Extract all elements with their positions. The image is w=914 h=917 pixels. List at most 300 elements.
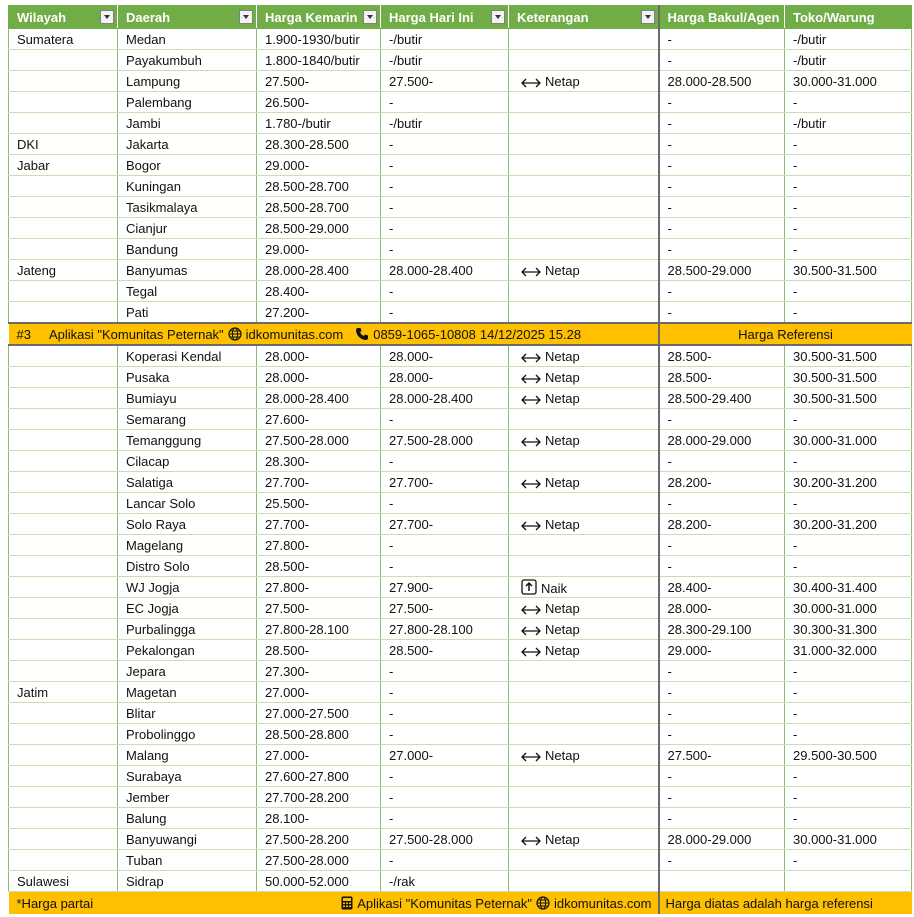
app-banner (9, 323, 659, 345)
cell-toko-warung: 30.000-31.000 (785, 598, 912, 619)
left-right-arrow-icon (521, 521, 541, 531)
cell-harga-kemarin: 27.500-28.000 (257, 430, 381, 451)
cell-wilayah: DKI (9, 134, 118, 155)
left-right-arrow-icon (521, 267, 541, 277)
cell-harga-hari-ini: 27.000- (381, 745, 509, 766)
cell-keterangan (509, 682, 659, 703)
cell-daerah: Salatiga (118, 472, 257, 493)
cell-harga-agen: - (659, 155, 785, 176)
cell-harga-hari-ini: - (381, 808, 509, 829)
cell-daerah: Tasikmalaya (118, 197, 257, 218)
table-row (9, 197, 912, 218)
cell-toko-warung: - (785, 682, 912, 703)
keterangan-label: Netap (545, 642, 580, 658)
cell-keterangan (509, 451, 659, 472)
cell-keterangan (509, 745, 659, 766)
cell-harga-agen: - (659, 176, 785, 197)
cell-keterangan (509, 871, 659, 892)
header-harga-agen: Harga Bakul/Agen (659, 6, 785, 29)
cell-harga-hari-ini: - (381, 787, 509, 808)
cell-daerah: Temanggung (118, 430, 257, 451)
table-row (9, 239, 912, 260)
cell-harga-agen: - (659, 535, 785, 556)
cell-daerah: Pekalongan (118, 640, 257, 661)
cell-daerah: Jepara (118, 661, 257, 682)
cell-wilayah (9, 745, 118, 766)
cell-keterangan (509, 113, 659, 134)
cell-daerah: Kuningan (118, 176, 257, 197)
table-row (9, 430, 912, 451)
cell-harga-agen: - (659, 218, 785, 239)
table-row (9, 598, 912, 619)
left-right-arrow-icon (521, 647, 541, 657)
cell-harga-hari-ini: - (381, 451, 509, 472)
table-row (9, 29, 912, 50)
cell-toko-warung: - (785, 703, 912, 724)
table-row (9, 472, 912, 493)
cell-wilayah (9, 92, 118, 113)
cell-keterangan (509, 829, 659, 850)
banner-phone[interactable]: 0859-1065-10808 (373, 326, 476, 342)
cell-harga-agen: - (659, 113, 785, 134)
table-row (9, 451, 912, 472)
cell-keterangan (509, 766, 659, 787)
cell-keterangan (509, 556, 659, 577)
cell-toko-warung: 31.000-32.000 (785, 640, 912, 661)
table-row (9, 176, 912, 197)
cell-harga-kemarin: 1.900-1930/butir (257, 29, 381, 50)
cell-toko-warung: - (785, 556, 912, 577)
cell-daerah: Bumiayu (118, 388, 257, 409)
cell-keterangan (509, 134, 659, 155)
footer-reference-note: Harga diatas adalah harga referensi (659, 892, 912, 915)
cell-wilayah (9, 766, 118, 787)
cell-harga-agen: - (659, 703, 785, 724)
globe-icon (536, 896, 550, 910)
cell-keterangan (509, 92, 659, 113)
cell-wilayah: Sumatera (9, 29, 118, 50)
footer-website[interactable]: idkomunitas.com (553, 895, 652, 911)
cell-harga-agen: 27.500- (659, 745, 785, 766)
cell-harga-hari-ini: - (381, 155, 509, 176)
cell-harga-kemarin: 29.000- (257, 155, 381, 176)
table-row (9, 703, 912, 724)
cell-harga-hari-ini: - (381, 766, 509, 787)
cell-harga-kemarin: 28.000-28.400 (257, 260, 381, 281)
cell-harga-hari-ini: -/butir (381, 113, 509, 134)
cell-keterangan (509, 640, 659, 661)
table-row (9, 808, 912, 829)
table-row (9, 556, 912, 577)
cell-wilayah (9, 367, 118, 388)
egg-price-table (8, 5, 912, 914)
keterangan-label: Netap (545, 831, 580, 847)
cell-wilayah (9, 514, 118, 535)
cell-keterangan (509, 430, 659, 451)
cell-keterangan (509, 197, 659, 218)
cell-daerah: Balung (118, 808, 257, 829)
table-row (9, 388, 912, 409)
banner-app-name: Aplikasi "Komunitas Peternak" (48, 326, 224, 342)
cell-harga-kemarin: 28.500-29.000 (257, 218, 381, 239)
cell-harga-kemarin: 28.500-28.700 (257, 176, 381, 197)
cell-toko-warung: - (785, 766, 912, 787)
cell-wilayah (9, 239, 118, 260)
cell-harga-kemarin: 27.700- (257, 514, 381, 535)
table-row (9, 345, 912, 367)
left-right-arrow-icon (521, 78, 541, 88)
keterangan-label: Netap (545, 747, 580, 763)
table-row (9, 302, 912, 324)
cell-wilayah (9, 640, 118, 661)
up-arrow-box-icon (521, 579, 537, 595)
keterangan-label: Netap (545, 516, 580, 532)
cell-keterangan (509, 808, 659, 829)
cell-harga-kemarin: 28.500-28.800 (257, 724, 381, 745)
cell-keterangan (509, 661, 659, 682)
left-right-arrow-icon (521, 479, 541, 489)
cell-harga-agen: 28.400- (659, 577, 785, 598)
cell-toko-warung: - (785, 218, 912, 239)
keterangan-label: Netap (545, 390, 580, 406)
cell-harga-kemarin: 28.500- (257, 640, 381, 661)
filter-dropdown-harga-kemarin[interactable] (363, 10, 377, 24)
cell-harga-agen: - (659, 787, 785, 808)
cell-keterangan (509, 50, 659, 71)
table-row (9, 766, 912, 787)
table-row (9, 724, 912, 745)
cell-harga-hari-ini: 27.500-28.000 (381, 829, 509, 850)
globe-icon (228, 327, 242, 341)
cell-harga-hari-ini: 28.000-28.400 (381, 260, 509, 281)
cell-harga-agen: - (659, 766, 785, 787)
cell-harga-kemarin: 27.500-28.200 (257, 829, 381, 850)
cell-daerah: Bogor (118, 155, 257, 176)
cell-harga-hari-ini: -/butir (381, 29, 509, 50)
keterangan-label: Netap (545, 600, 580, 616)
cell-harga-agen: 29.000- (659, 640, 785, 661)
cell-wilayah (9, 345, 118, 367)
cell-wilayah (9, 598, 118, 619)
cell-harga-hari-ini: - (381, 197, 509, 218)
left-right-arrow-icon (521, 395, 541, 405)
cell-harga-kemarin: 50.000-52.000 (257, 871, 381, 892)
cell-toko-warung: - (785, 281, 912, 302)
cell-daerah: Koperasi Kendal (118, 345, 257, 367)
cell-toko-warung: - (785, 724, 912, 745)
cell-harga-kemarin: 27.000- (257, 745, 381, 766)
footer-app (257, 892, 659, 915)
cell-harga-agen: 28.200- (659, 514, 785, 535)
cell-harga-hari-ini: - (381, 703, 509, 724)
cell-keterangan (509, 598, 659, 619)
footer-note: *Harga partai (9, 892, 257, 915)
cell-harga-hari-ini: 27.800-28.100 (381, 619, 509, 640)
cell-harga-kemarin: 27.000- (257, 682, 381, 703)
cell-wilayah (9, 472, 118, 493)
cell-toko-warung: - (785, 176, 912, 197)
cell-keterangan (509, 409, 659, 430)
cell-wilayah (9, 430, 118, 451)
cell-wilayah (9, 388, 118, 409)
cell-harga-kemarin: 29.000- (257, 239, 381, 260)
cell-wilayah (9, 218, 118, 239)
cell-harga-agen: - (659, 92, 785, 113)
cell-keterangan (509, 155, 659, 176)
cell-harga-kemarin: 27.200- (257, 302, 381, 324)
cell-harga-kemarin: 27.500- (257, 598, 381, 619)
table-row (9, 619, 912, 640)
table-row (9, 850, 912, 871)
cell-harga-agen: - (659, 409, 785, 430)
cell-harga-kemarin: 28.000-28.400 (257, 388, 381, 409)
table-row (9, 787, 912, 808)
cell-wilayah (9, 556, 118, 577)
cell-daerah: Jember (118, 787, 257, 808)
cell-harga-kemarin: 27.600- (257, 409, 381, 430)
header-toko-warung: Toko/Warung (785, 6, 912, 29)
cell-daerah: Solo Raya (118, 514, 257, 535)
cell-harga-agen: 28.200- (659, 472, 785, 493)
cell-harga-hari-ini: 27.700- (381, 472, 509, 493)
cell-harga-hari-ini: -/rak (381, 871, 509, 892)
cell-wilayah: Jatim (9, 682, 118, 703)
cell-daerah: EC Jogja (118, 598, 257, 619)
cell-daerah: Lancar Solo (118, 493, 257, 514)
reference-price-label: Harga Referensi (659, 323, 912, 345)
cell-toko-warung: 30.500-31.500 (785, 260, 912, 281)
cell-harga-hari-ini: - (381, 493, 509, 514)
cell-daerah: Jambi (118, 113, 257, 134)
cell-harga-hari-ini: - (381, 682, 509, 703)
cell-harga-hari-ini: - (381, 556, 509, 577)
keterangan-label: Naik (541, 580, 568, 596)
cell-harga-agen: - (659, 50, 785, 71)
phone-icon (355, 327, 369, 341)
cell-daerah: Tuban (118, 850, 257, 871)
cell-toko-warung: - (785, 134, 912, 155)
cell-harga-hari-ini: - (381, 281, 509, 302)
cell-harga-agen: 28.500- (659, 367, 785, 388)
cell-wilayah (9, 197, 118, 218)
cell-daerah: Medan (118, 29, 257, 50)
cell-harga-agen: - (659, 281, 785, 302)
cell-harga-hari-ini: - (381, 302, 509, 324)
cell-wilayah: Sulawesi (9, 871, 118, 892)
cell-wilayah (9, 787, 118, 808)
cell-daerah: Pati (118, 302, 257, 324)
cell-daerah: Distro Solo (118, 556, 257, 577)
cell-harga-kemarin: 1.780-/butir (257, 113, 381, 134)
cell-harga-hari-ini: 27.900- (381, 577, 509, 598)
cell-harga-agen: - (659, 493, 785, 514)
cell-daerah: Cianjur (118, 218, 257, 239)
cell-toko-warung: -/butir (785, 113, 912, 134)
cell-keterangan (509, 218, 659, 239)
cell-keterangan (509, 281, 659, 302)
filter-dropdown-wilayah[interactable] (100, 10, 114, 24)
cell-harga-hari-ini: - (381, 176, 509, 197)
table-row (9, 50, 912, 71)
cell-daerah: Sidrap (118, 871, 257, 892)
cell-toko-warung: - (785, 155, 912, 176)
table-row (9, 409, 912, 430)
cell-daerah: Blitar (118, 703, 257, 724)
cell-wilayah (9, 451, 118, 472)
cell-keterangan (509, 29, 659, 50)
cell-harga-kemarin: 27.800- (257, 535, 381, 556)
cell-wilayah (9, 50, 118, 71)
calculator-icon (341, 896, 353, 910)
cell-harga-agen: - (659, 850, 785, 871)
cell-toko-warung: -/butir (785, 29, 912, 50)
cell-toko-warung (785, 871, 912, 892)
cell-wilayah (9, 409, 118, 430)
cell-daerah: Bandung (118, 239, 257, 260)
cell-harga-hari-ini: -/butir (381, 50, 509, 71)
cell-harga-kemarin: 27.300- (257, 661, 381, 682)
cell-keterangan (509, 176, 659, 197)
cell-keterangan (509, 260, 659, 281)
cell-keterangan (509, 514, 659, 535)
cell-keterangan (509, 703, 659, 724)
cell-wilayah (9, 176, 118, 197)
cell-wilayah: Jateng (9, 260, 118, 281)
left-right-arrow-icon (521, 374, 541, 384)
cell-harga-kemarin: 27.700- (257, 472, 381, 493)
cell-daerah: Jakarta (118, 134, 257, 155)
cell-harga-kemarin: 27.800-28.100 (257, 619, 381, 640)
cell-toko-warung: - (785, 451, 912, 472)
cell-harga-agen: - (659, 556, 785, 577)
cell-keterangan (509, 724, 659, 745)
table-row (9, 640, 912, 661)
cell-keterangan (509, 345, 659, 367)
cell-toko-warung: 29.500-30.500 (785, 745, 912, 766)
cell-harga-agen: - (659, 682, 785, 703)
price-sheet (8, 5, 911, 914)
cell-keterangan (509, 367, 659, 388)
cell-toko-warung: - (785, 197, 912, 218)
cell-harga-hari-ini: - (381, 218, 509, 239)
cell-harga-hari-ini: 28.000- (381, 345, 509, 367)
cell-wilayah (9, 619, 118, 640)
keterangan-label: Netap (545, 262, 580, 278)
cell-harga-agen: - (659, 197, 785, 218)
cell-toko-warung: 30.000-31.000 (785, 829, 912, 850)
cell-keterangan (509, 787, 659, 808)
table-row (9, 260, 912, 281)
cell-harga-hari-ini: - (381, 535, 509, 556)
left-right-arrow-icon (521, 605, 541, 615)
cell-toko-warung: 30.000-31.000 (785, 430, 912, 451)
left-right-arrow-icon (521, 353, 541, 363)
cell-harga-agen: - (659, 661, 785, 682)
cell-daerah: Pusaka (118, 367, 257, 388)
cell-harga-hari-ini: 28.000-28.400 (381, 388, 509, 409)
banner-datetime: 14/12/2025 15.28 (479, 326, 582, 342)
header-wilayah: Wilayah (9, 6, 118, 29)
cell-toko-warung: 30.200-31.200 (785, 472, 912, 493)
footer-app-name: Aplikasi "Komunitas Peternak" (357, 895, 532, 911)
cell-harga-agen: - (659, 239, 785, 260)
cell-keterangan (509, 472, 659, 493)
app-banner-row (9, 323, 912, 345)
cell-harga-kemarin: 28.300- (257, 451, 381, 472)
keterangan-label: Netap (545, 73, 580, 89)
cell-harga-agen: 28.000-29.000 (659, 829, 785, 850)
cell-harga-kemarin: 27.500- (257, 71, 381, 92)
cell-daerah: Palembang (118, 92, 257, 113)
filter-dropdown-daerah[interactable] (239, 10, 253, 24)
cell-wilayah (9, 281, 118, 302)
cell-daerah: Banyuwangi (118, 829, 257, 850)
cell-harga-hari-ini: 28.000- (381, 367, 509, 388)
cell-wilayah (9, 703, 118, 724)
cell-harga-agen: - (659, 451, 785, 472)
cell-wilayah (9, 808, 118, 829)
cell-toko-warung: - (785, 808, 912, 829)
cell-toko-warung: 30.400-31.400 (785, 577, 912, 598)
cell-harga-agen: - (659, 724, 785, 745)
cell-harga-hari-ini: 27.500-28.000 (381, 430, 509, 451)
filter-dropdown-keterangan[interactable] (641, 10, 655, 24)
cell-daerah: Banyumas (118, 260, 257, 281)
table-row (9, 92, 912, 113)
table-row (9, 661, 912, 682)
cell-keterangan (509, 850, 659, 871)
cell-harga-kemarin: 28.300-28.500 (257, 134, 381, 155)
cell-keterangan (509, 388, 659, 409)
cell-toko-warung: 30.300-31.300 (785, 619, 912, 640)
cell-harga-kemarin: 28.000- (257, 345, 381, 367)
cell-harga-kemarin: 28.500-28.700 (257, 197, 381, 218)
cell-daerah: Probolinggo (118, 724, 257, 745)
cell-wilayah (9, 661, 118, 682)
cell-daerah: Tegal (118, 281, 257, 302)
table-row (9, 535, 912, 556)
cell-keterangan (509, 619, 659, 640)
keterangan-label: Netap (545, 432, 580, 448)
cell-wilayah (9, 829, 118, 850)
cell-daerah: Lampung (118, 71, 257, 92)
header-keterangan: Keterangan (509, 6, 659, 29)
table-row (9, 367, 912, 388)
cell-harga-hari-ini: 27.700- (381, 514, 509, 535)
header-daerah: Daerah (118, 6, 257, 29)
cell-toko-warung: - (785, 787, 912, 808)
cell-wilayah (9, 535, 118, 556)
left-right-arrow-icon (521, 437, 541, 447)
table-row (9, 682, 912, 703)
cell-harga-kemarin: 27.000-27.500 (257, 703, 381, 724)
cell-harga-kemarin: 27.800- (257, 577, 381, 598)
cell-harga-kemarin: 27.700-28.200 (257, 787, 381, 808)
filter-dropdown-harga-hari-ini[interactable] (491, 10, 505, 24)
cell-harga-hari-ini: - (381, 134, 509, 155)
table-row (9, 134, 912, 155)
cell-harga-agen: 28.000-29.000 (659, 430, 785, 451)
cell-toko-warung: 30.200-31.200 (785, 514, 912, 535)
table-row (9, 514, 912, 535)
banner-website[interactable]: idkomunitas.com (245, 326, 344, 342)
cell-harga-kemarin: 27.600-27.800 (257, 766, 381, 787)
table-row (9, 829, 912, 850)
cell-harga-agen: 28.000-28.500 (659, 71, 785, 92)
cell-daerah: Payakumbuh (118, 50, 257, 71)
cell-toko-warung: - (785, 493, 912, 514)
cell-wilayah: Jabar (9, 155, 118, 176)
